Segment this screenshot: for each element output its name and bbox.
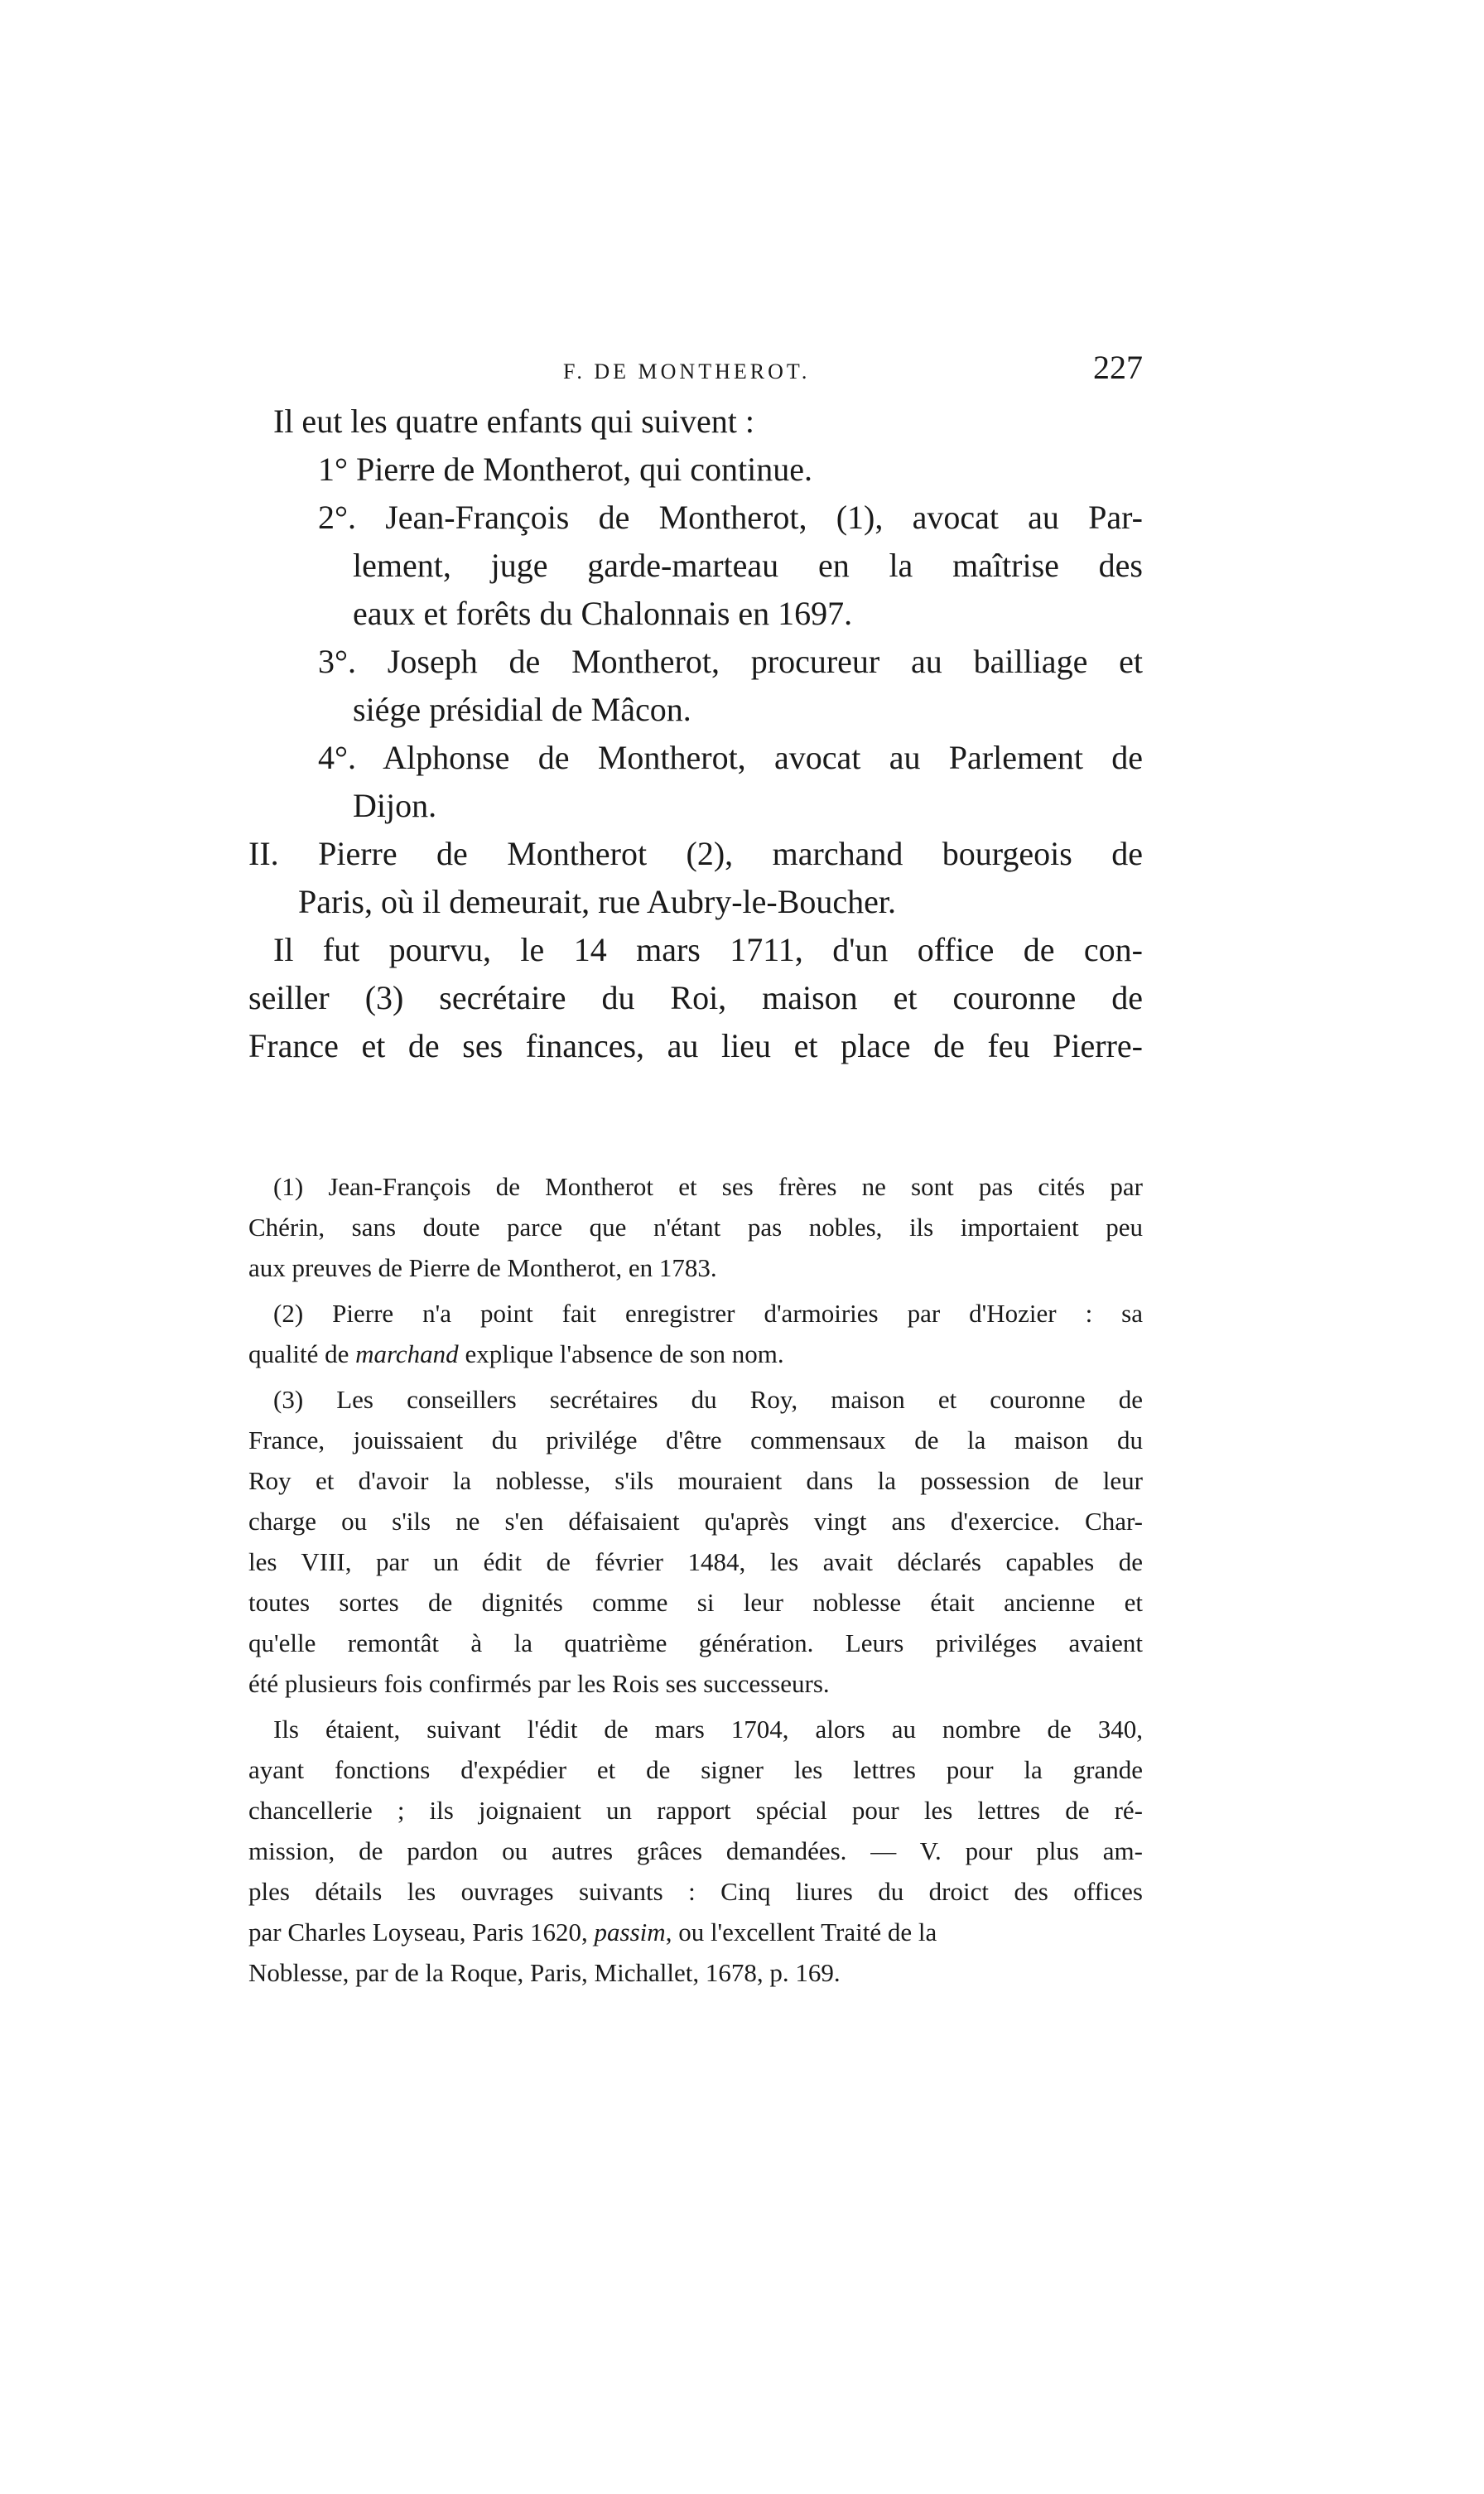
footnote-line: été plusieurs fois confirmés par les Rois ses successeurs. bbox=[248, 1669, 830, 1698]
footnote-line: chancellerie ; ils joignaient un rapport spécial pour les lettres de ré- bbox=[248, 1796, 1143, 1825]
text-line: II. Pierre de Montherot (2), marchand bourgeois de bbox=[248, 835, 1143, 872]
main-text bbox=[248, 398, 1143, 1070]
footnote-italic-text: marchand bbox=[355, 1339, 459, 1368]
running-head bbox=[248, 348, 1143, 398]
footnote-text: explique l'absence de son nom. bbox=[465, 1339, 784, 1368]
text-line: seiller (3) secrétaire du Roi, maison et couronne de bbox=[248, 979, 1143, 1016]
footnotes bbox=[248, 1166, 1143, 1993]
footnote-line: Roy et d'avoir la noblesse, s'ils mouraient dans la possession de leur bbox=[248, 1466, 1143, 1495]
footnote-line: qu'elle remontât à la quatrième génération. Leurs priviléges avaient bbox=[248, 1628, 1143, 1657]
footnote-line bbox=[248, 1334, 1143, 1374]
text-line: Paris, où il demeurait, rue Aubry-le-Boucher. bbox=[298, 883, 897, 920]
running-title: F. DE MONTHEROT. bbox=[563, 359, 811, 384]
text-line: 2°. Jean-François de Montherot, (1), avocat au Par- bbox=[318, 499, 1143, 536]
text-line: 1° Pierre de Montherot, qui continue. bbox=[318, 451, 812, 488]
page-number: 227 bbox=[1093, 349, 1143, 386]
text-line: eaux et forêts du Chalonnais en 1697. bbox=[353, 595, 853, 632]
footnote-line: charge ou s'ils ne s'en défaisaient qu'après vingt ans d'exercice. Char- bbox=[248, 1507, 1143, 1536]
footnote-line bbox=[248, 1912, 1143, 1952]
text-line: Dijon. bbox=[353, 787, 437, 824]
text-line: 3°. Joseph de Montherot, procureur au bailliage et bbox=[318, 643, 1143, 680]
text-line: Il fut pourvu, le 14 mars 1711, d'un office de con- bbox=[273, 931, 1143, 968]
footnote-text: par Charles Loyseau, Paris 1620, bbox=[248, 1918, 588, 1946]
footnote-line: ples détails les ouvrages suivants : Cinq liures du droict des offices bbox=[248, 1877, 1143, 1906]
footnote-line: aux preuves de Pierre de Montherot, en 1783. bbox=[248, 1253, 717, 1282]
text-line: France et de ses finances, au lieu et place de feu Pierre- bbox=[248, 1027, 1143, 1064]
footnote-line: toutes sortes de dignités comme si leur noblesse était ancienne et bbox=[248, 1588, 1143, 1617]
footnote-line: (3) Les conseillers secrétaires du Roy, maison et couronne de bbox=[273, 1385, 1143, 1414]
text-line: 4°. Alphonse de Montherot, avocat au Parlement de bbox=[318, 739, 1143, 776]
footnote-line: (1) Jean-François de Montherot et ses frères ne sont pas cités par bbox=[273, 1172, 1143, 1201]
text-line: lement, juge garde-marteau en la maîtrise des bbox=[353, 547, 1143, 584]
text-line: siége présidial de Mâcon. bbox=[353, 691, 691, 728]
footnote-text: qualité de bbox=[248, 1339, 349, 1368]
footnote-line: ayant fonctions d'expédier et de signer les lettres pour la grande bbox=[248, 1755, 1143, 1784]
footnote-line: Chérin, sans doute parce que n'étant pas nobles, ils importaient peu bbox=[248, 1213, 1143, 1242]
footnote-text: , ou l'excellent Traité de la bbox=[665, 1918, 937, 1946]
footnote-line: mission, de pardon ou autres grâces demandées. — V. pour plus am- bbox=[248, 1836, 1143, 1865]
text-line: Il eut les quatre enfants qui suivent : bbox=[273, 403, 754, 440]
footnote-line: France, jouissaient du privilége d'être commensaux de la maison du bbox=[248, 1425, 1143, 1454]
footnote-line: les VIII, par un édit de février 1484, les avait déclarés capables de bbox=[248, 1547, 1143, 1576]
footnote-line: Ils étaient, suivant l'édit de mars 1704, alors au nombre de 340, bbox=[273, 1715, 1143, 1744]
footnote-italic-text: passim bbox=[594, 1918, 666, 1946]
footnote-line: Noblesse, par de la Roque, Paris, Michallet, 1678, p. 169. bbox=[248, 1958, 841, 1987]
footnote-line: (2) Pierre n'a point fait enregistrer d'armoiries par d'Hozier : sa bbox=[273, 1299, 1143, 1328]
